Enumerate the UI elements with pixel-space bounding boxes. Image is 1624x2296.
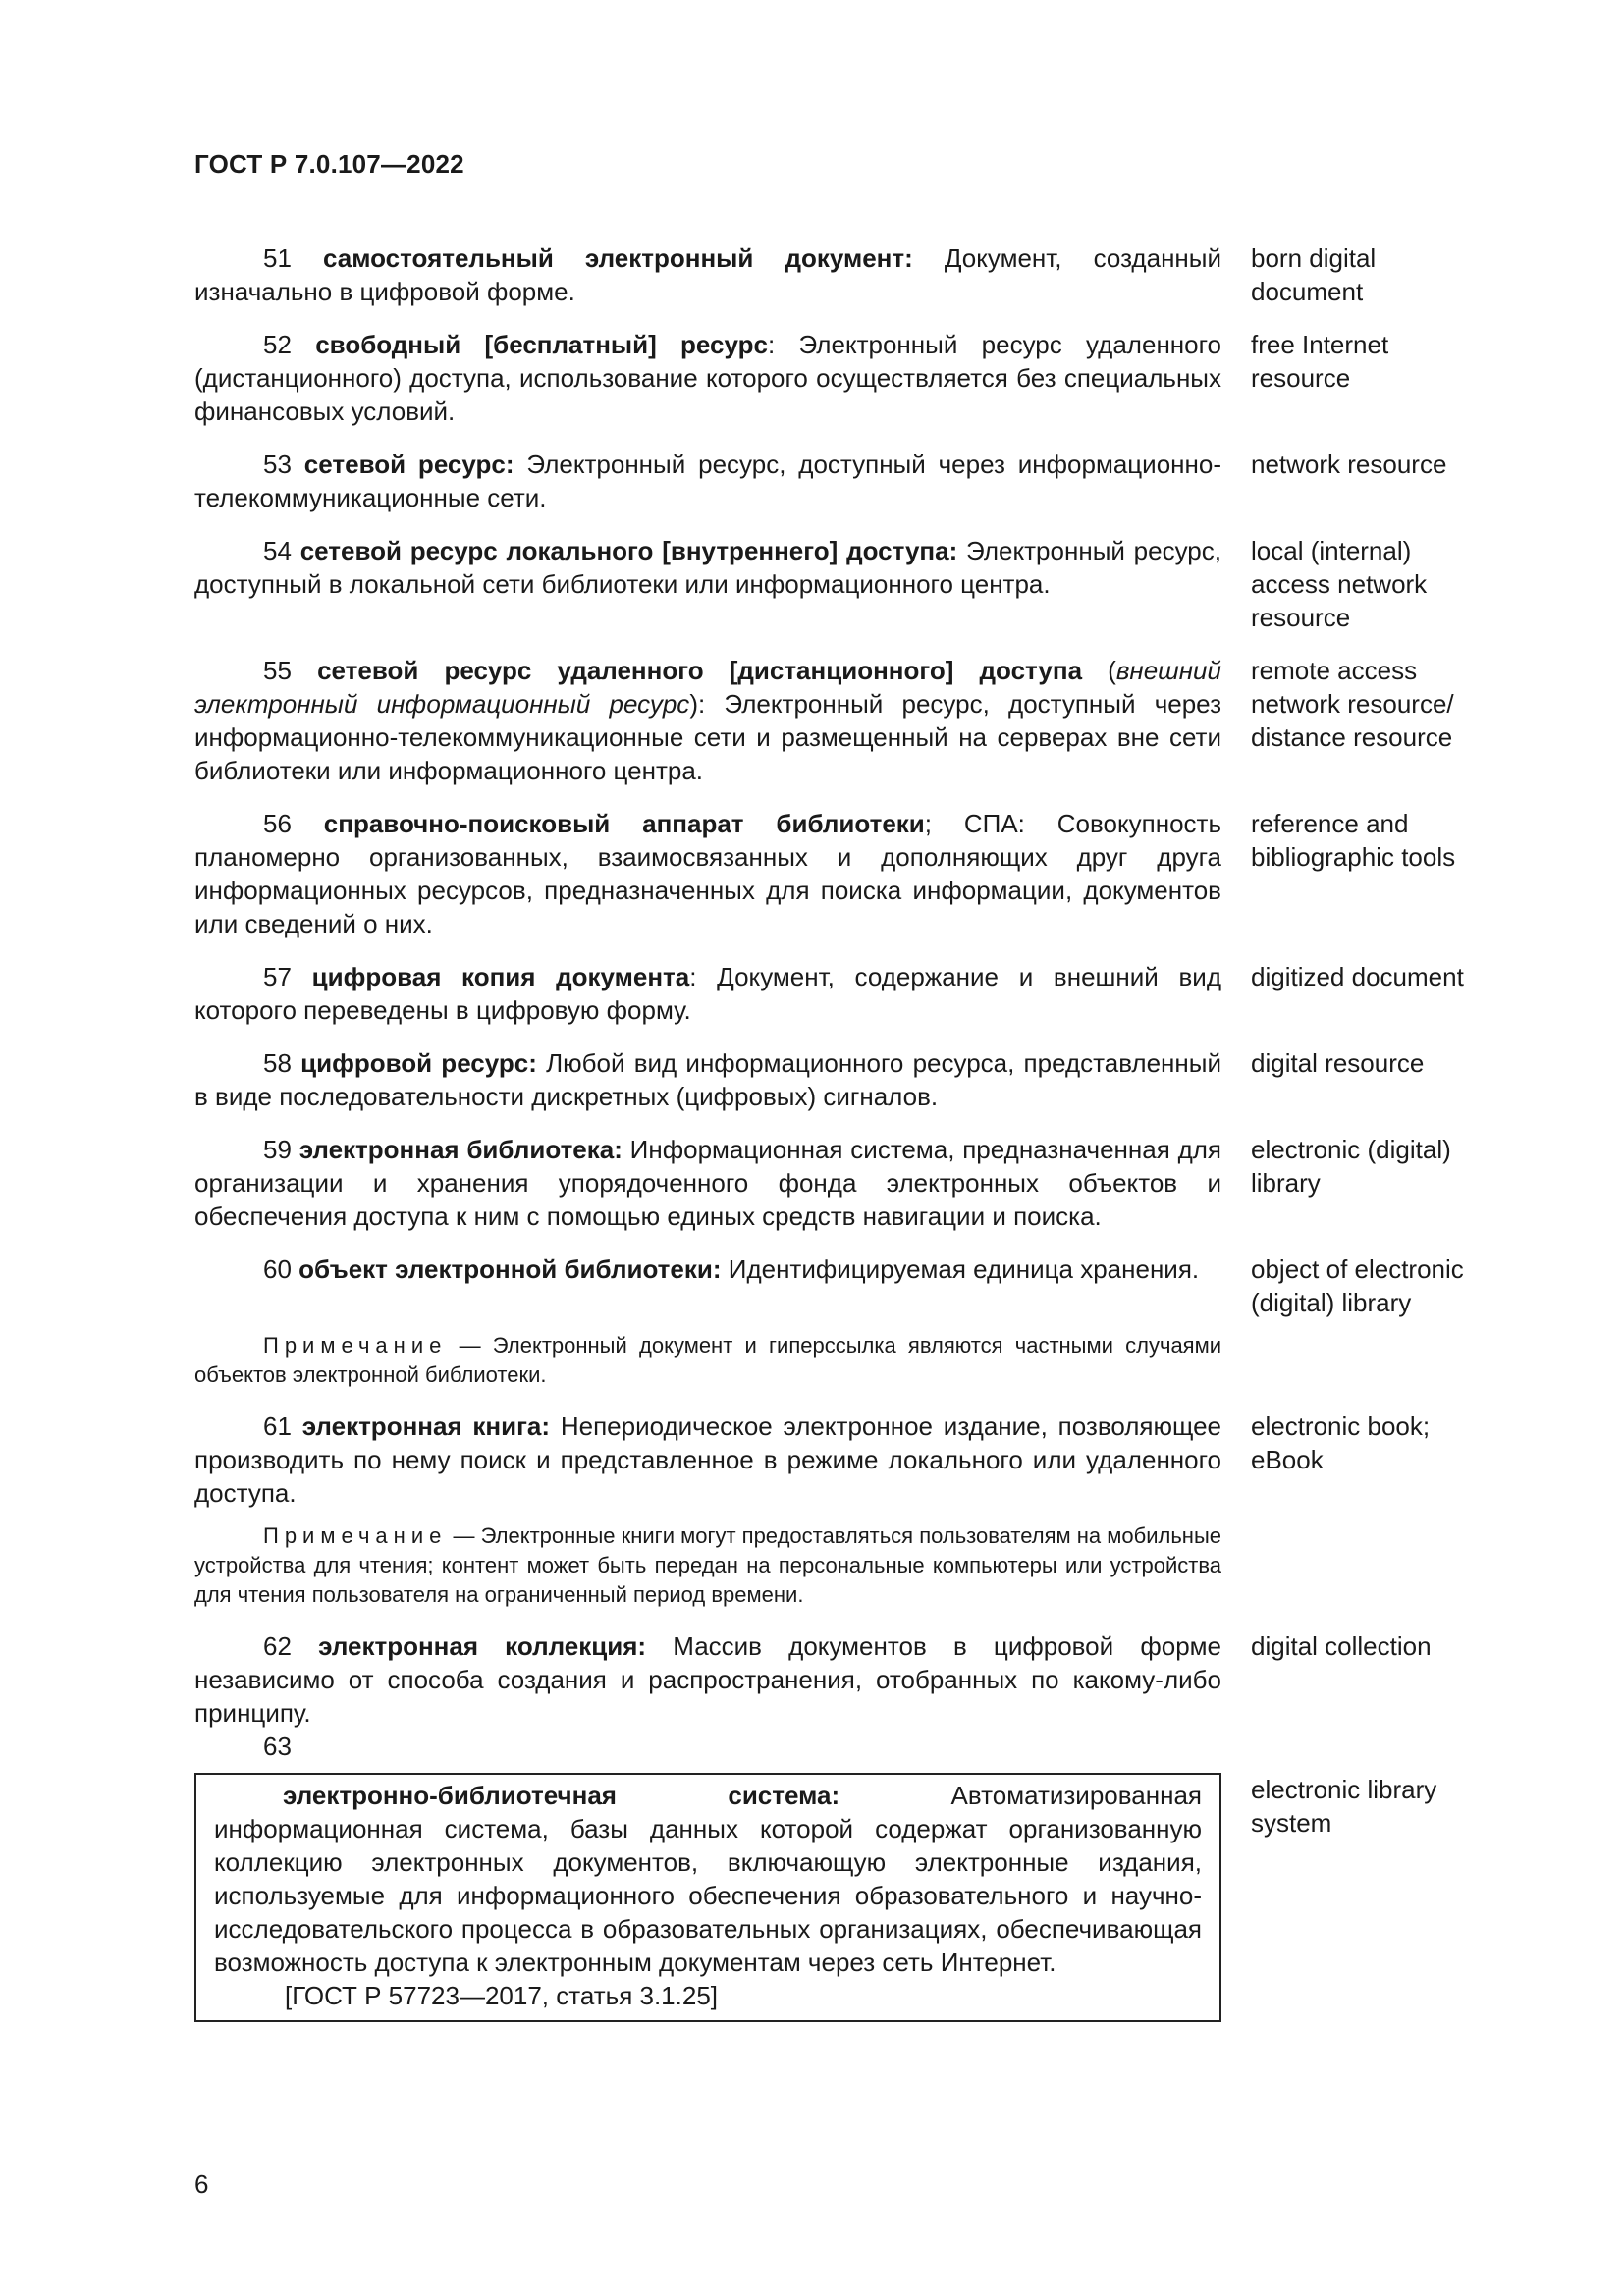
term-number: 52 — [263, 330, 292, 359]
term-name: цифровой ресурс: — [300, 1048, 537, 1078]
term-entry-62 — [194, 1629, 1481, 1730]
term-entry-52 — [194, 328, 1481, 428]
note-label: Примечание — [263, 1333, 448, 1358]
term-entry-57 — [194, 960, 1481, 1027]
term-definition: Непериодическое электронное издание, позволяющее производить по нему поиск и представленное в режиме локального или удаленного доступа. — [194, 1412, 1221, 1508]
term-name: электронная коллекция: — [318, 1631, 647, 1661]
term-entry-61 — [194, 1410, 1481, 1510]
term-number: 60 — [263, 1255, 292, 1284]
term-entry-63-boxed — [194, 1773, 1481, 2022]
term-definition: Электронный ресурс, доступный в локальной сети библиотеки или информационного центра. — [194, 536, 1221, 599]
term-definition-prefix: ( — [1082, 656, 1116, 685]
term-english: digitized document — [1251, 962, 1464, 991]
term-definition: Информационная система, предназначенная для организации и хранения упорядоченного фонда электронных объектов и обеспечения доступа к ним с помощью единых средств навигации и поиска. — [194, 1135, 1221, 1231]
term-definition: Автоматизированная информационная система, базы данных которой содержат организованную коллекцию электронных документов, включающую электронные издания, используемые для информационного обеспечения образовательного и научно-исследовательского процесса в образовательных организациях, обеспечивающая возможность доступа к электронным документам через сеть Интернет. — [214, 1781, 1202, 1977]
term-entry-53 — [194, 448, 1481, 514]
term-entry-51 — [194, 241, 1481, 308]
term-english: born digital document — [1251, 243, 1377, 306]
term-definition: ): Электронный ресурс, доступный через информационно-телекоммуникационные сети и размещенный на серверах вне сети библиотеки или информационного центра. — [194, 689, 1221, 785]
term-number: 58 — [263, 1048, 292, 1078]
term-number: 53 — [263, 450, 292, 479]
term-english: remote access network resource/ distance resource — [1251, 656, 1454, 752]
term-entry-58 — [194, 1046, 1481, 1113]
term-name: электронная библиотека: — [298, 1135, 623, 1164]
term-definition: Идентифицируемая единица хранения. — [721, 1255, 1200, 1284]
term-source-reference: [ГОСТ Р 57723—2017, статья 3.1.25] — [285, 1981, 719, 2010]
term-english: digital collection — [1251, 1631, 1432, 1661]
term-entry-60 — [194, 1253, 1481, 1319]
note-60 — [194, 1331, 1481, 1390]
note-text: — Электронный документ и гиперссылка являются частными случаями объектов электронной библиотеки. — [194, 1333, 1221, 1387]
term-definition: : Документ, содержание и внешний вид которого переведены в цифровую форму. — [194, 962, 1221, 1025]
term-english: electronic library system — [1251, 1775, 1437, 1838]
term-definition: Электронный ресурс, доступный через информационно-телекоммуникационные сети. — [194, 450, 1221, 512]
term-number: 59 — [263, 1135, 292, 1164]
term-number: 62 — [263, 1631, 292, 1661]
term-definition: : Электронный ресурс удаленного (дистанционного) доступа, использование которого осуществляется без специальных финансовых условий. — [194, 330, 1221, 426]
note-text: — Электронные книги могут предоставляться пользователям на мобильные устройства для чтения; контент может быть передан на персональные компьютеры или устройства для чтения пользователя на ограниченный период времени. — [194, 1523, 1221, 1607]
term-number: 51 — [263, 243, 292, 273]
term-name: свободный [бесплатный] ресурс — [315, 330, 768, 359]
term-entry-56 — [194, 807, 1481, 940]
term-english: free Internet resource — [1251, 330, 1389, 393]
term-number-63: 63 — [263, 1732, 292, 1761]
term-entry-59 — [194, 1133, 1481, 1233]
term-entry-55 — [194, 654, 1481, 787]
term-english: electronic (digital) library — [1251, 1135, 1451, 1198]
term-definition: ; СПА: Совокупность планомерно организованных, взаимосвязанных и дополняющих друг друга информационных ресурсов, предназначенных для поиска информации, документов или сведений о них. — [194, 809, 1221, 938]
term-name: справочно-поисковый аппарат библиотеки — [323, 809, 925, 838]
term-entry-54 — [194, 534, 1481, 634]
term-english: digital resource — [1251, 1048, 1425, 1078]
term-number: 54 — [263, 536, 292, 565]
term-number: 56 — [263, 809, 292, 838]
term-english: network resource — [1251, 450, 1447, 479]
term-number: 57 — [263, 962, 292, 991]
note-label: Примечание — [263, 1523, 448, 1548]
term-synonym: внешний электронный информационный ресурс — [194, 656, 1221, 719]
terms-list — [194, 241, 1481, 2022]
quoted-term-box — [194, 1773, 1221, 2022]
term-english: electronic book; eBook — [1251, 1412, 1431, 1474]
note-61 — [194, 1522, 1481, 1610]
term-name: сетевой ресурс удаленного [дистанционного] доступа — [317, 656, 1083, 685]
term-name: объект электронной библиотеки: — [298, 1255, 722, 1284]
term-name: сетевой ресурс локального [внутреннего] доступа: — [299, 536, 958, 565]
document-code-header: ГОСТ Р 7.0.107—2022 — [194, 149, 464, 179]
term-name: сетевой ресурс: — [303, 450, 514, 479]
term-definition: Документ, созданный изначально в цифровой форме. — [194, 243, 1221, 306]
term-english: reference and bibliographic tools — [1251, 809, 1456, 872]
term-definition: Массив документов в цифровой форме независимо от способа создания и распространения, отобранных по какому-либо принципу. — [194, 1631, 1221, 1728]
term-english: object of electronic (digital) library — [1251, 1255, 1464, 1317]
term-definition: Любой вид информационного ресурса, представленный в виде последовательности дискретных (цифровых) сигналов. — [194, 1048, 1221, 1111]
page-number: 6 — [194, 2169, 209, 2199]
term-name: электронная книга: — [301, 1412, 551, 1441]
term-number: 61 — [263, 1412, 292, 1441]
term-name: цифровая копия документа — [311, 962, 690, 991]
term-number: 55 — [263, 656, 292, 685]
term-name: самостоятельный электронный документ: — [323, 243, 913, 273]
term-name: электронно-библиотечная система: — [283, 1781, 840, 1810]
term-english: local (internal) access network resource — [1251, 536, 1428, 632]
